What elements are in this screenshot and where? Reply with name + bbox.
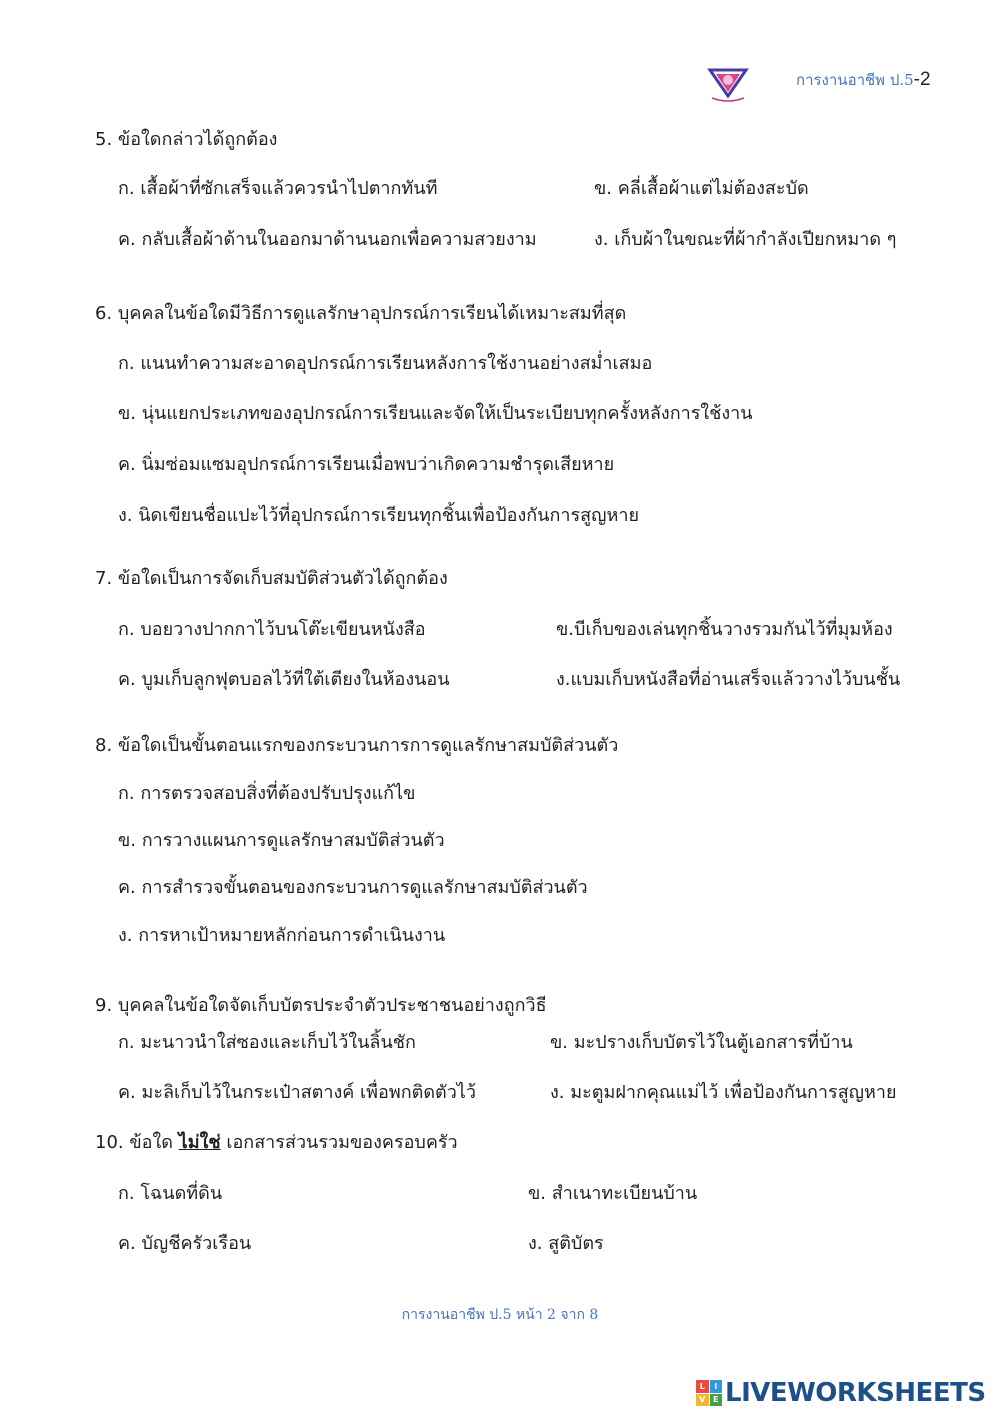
- question-6-option-a[interactable]: ก. แนนทำความสะอาดอุปกรณ์การเรียนหลังการใช้งานอย่างสม่ำเสมอ: [118, 353, 653, 374]
- question-5-option-d[interactable]: ง. เก็บผ้าในขณะที่ผ้ากำลังเปียกหมาด ๆ: [594, 229, 897, 250]
- question-10-option-c[interactable]: ค. บัญชีครัวเรือน: [118, 1233, 252, 1254]
- question-6-option-b[interactable]: ข. นุ่นแยกประเภทของอุปกรณ์การเรียนและจัดให้เป็นระเบียบทุกครั้งหลังการใช้งาน: [118, 403, 753, 424]
- header-subject: การงานอาชีพ ป.5: [796, 71, 914, 89]
- question-7-option-d[interactable]: ง.แบมเก็บหนังสือที่อ่านเสร็จแล้ววางไว้บนชั้น: [556, 669, 901, 690]
- liveworksheets-icon: L I V E: [696, 1380, 722, 1406]
- question-7-option-a[interactable]: ก. บอยวางปากกาไว้บนโต๊ะเขียนหนังสือ: [118, 619, 426, 640]
- question-10-option-a[interactable]: ก. โฉนดที่ดิน: [118, 1183, 223, 1204]
- school-logo-icon: [706, 66, 750, 102]
- question-5-stem: 5. ข้อใดกล่าวได้ถูกต้อง: [95, 129, 278, 150]
- question-7-option-b[interactable]: ข.บีเก็บของเล่นทุกชิ้นวางรวมกันไว้ที่มุมห้อง: [556, 619, 893, 640]
- question-6-option-c[interactable]: ค. นิ่มซ่อมแซมอุปกรณ์การเรียนเมื่อพบว่าเกิดความชำรุดเสียหาย: [118, 454, 615, 475]
- liveworksheets-wordmark: LIVEWORKSHEETS: [725, 1378, 986, 1408]
- question-10-stem-suffix: เอกสารส่วนรวมของครอบครัว: [220, 1132, 458, 1153]
- question-8-option-a[interactable]: ก. การตรวจสอบสิ่งที่ต้องปรับปรุงแก้ไข: [118, 783, 416, 804]
- question-6-stem: 6. บุคคลในข้อใดมีวิธีการดูแลรักษาอุปกรณ์การเรียนได้เหมาะสมที่สุด: [95, 303, 627, 324]
- page-footer: การงานอาชีพ ป.5 หน้า 2 จาก 8: [401, 1307, 599, 1323]
- question-8-option-d[interactable]: ง. การหาเป้าหมายหลักก่อนการดำเนินงาน: [118, 925, 446, 946]
- question-9-option-d[interactable]: ง. มะตูมฝากคุณแม่ไว้ เพื่อป้องกันการสูญหาย: [550, 1082, 897, 1103]
- question-10-stem-prefix: 10. ข้อใด: [95, 1132, 179, 1153]
- question-9-stem: 9. บุคคลในข้อใดจัดเก็บบัตรประจำตัวประชาชนอย่างถูกวิธี: [95, 995, 547, 1016]
- question-10-option-d[interactable]: ง. สูติบัตร: [528, 1233, 604, 1254]
- question-7-option-c[interactable]: ค. บูมเก็บลูกฟุตบอลไว้ที่ใต้เตียงในห้องนอน: [118, 669, 450, 690]
- question-10-option-b[interactable]: ข. สำเนาทะเบียนบ้าน: [528, 1183, 698, 1204]
- question-6-option-d[interactable]: ง. นิดเขียนชื่อแปะไว้ที่อุปกรณ์การเรียนทุกชิ้นเพื่อป้องกันการสูญหาย: [118, 505, 639, 526]
- question-9-option-b[interactable]: ข. มะปรางเก็บบัตรไว้ในตู้เอกสารที่บ้าน: [550, 1032, 853, 1053]
- question-7-stem: 7. ข้อใดเป็นการจัดเก็บสมบัติส่วนตัวได้ถูกต้อง: [95, 568, 448, 589]
- question-5-option-c[interactable]: ค. กลับเสื้อผ้าด้านในออกมาด้านนอกเพื่อความสวยงาม: [118, 229, 537, 250]
- page-header: [796, 68, 931, 92]
- question-8-option-c[interactable]: ค. การสำรวจขั้นตอนของกระบวนการดูแลรักษาสมบัติส่วนตัว: [118, 877, 588, 898]
- question-8-option-b[interactable]: ข. การวางแผนการดูแลรักษาสมบัติส่วนตัว: [118, 830, 445, 851]
- liveworksheets-logo: [696, 1376, 986, 1410]
- question-10-stem: [95, 1131, 458, 1155]
- question-9-option-c[interactable]: ค. มะลิเก็บไว้ในกระเป๋าสตางค์ เพื่อพกติดตัวไว้: [118, 1082, 476, 1103]
- question-5-option-a[interactable]: ก. เสื้อผ้าที่ซักเสร็จแล้วควรนำไปตากทันที: [118, 178, 438, 199]
- question-9-option-a[interactable]: ก. มะนาวนำใส่ซองและเก็บไว้ในลิ้นชัก: [118, 1032, 416, 1053]
- question-8-stem: 8. ข้อใดเป็นขั้นตอนแรกของกระบวนการการดูแลรักษาสมบัติส่วนตัว: [95, 735, 619, 756]
- header-page-number: -2: [913, 69, 931, 90]
- question-5-option-b[interactable]: ข. คลี่เสื้อผ้าแต่ไม่ต้องสะบัด: [594, 178, 809, 199]
- question-10-stem-emphasis: ไม่ใช่: [178, 1132, 221, 1153]
